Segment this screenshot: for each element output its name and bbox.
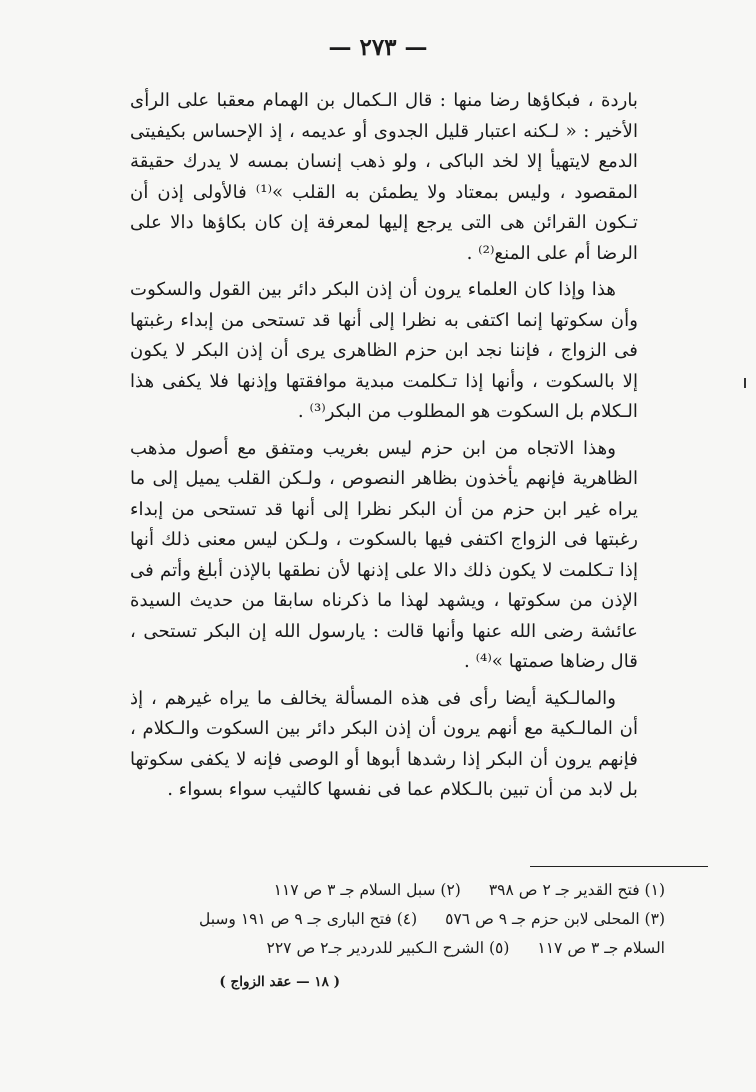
body-text [130,86,638,806]
footnote-5: (٥) الشرح الـكبير للدردير جـ٢ ص ٢٢٧ [266,939,510,957]
footnote-1: (١) فتح القدير جـ ٢ ص ٣٩٨ [488,881,665,899]
paragraph-1: باردة ، فبكاؤها رضا منها : قال الـكمال بن الهمام معقبا على الرأى الأخير : « لـكنه اعتبار قليل الجدوى أو عديمه ، إذ الإحساس بكيفيتى الدمع لايتهيأ إلا لخد الباكى ، ولو ذهب إنسان بمسه لا يدرك حقيقة المقصود ، وليس بمعتاد ولا يطمئن به القلب »⁽¹⁾ فالأولى إذن أن تـكون القرائن هى التى يرجع إليها لمعرفة إن كان بكاؤها دالا على الرضا أم على المنع⁽²⁾ . [130,90,638,264]
footnote-3: (٣) المحلى لابن حزم جـ ٩ ص ٥٧٦ [445,910,665,928]
footnotes [170,876,665,963]
footnote-4: (٤) فتح البارى جـ ٩ ص ١٩١ وسبل [199,910,418,928]
paragraph-2: هذا وإذا كان العلماء يرون أن إذن البكر دائر بين القول والسكوت وأن سكوتها إنما اكتفى به نظرا إلى أنها قد تستحى من إبداء رغبتها فى الزواج ، فإننا نجد ابن حزم الظاهرى يرى أن إذن البكر لا يكون إلا بالسكوت ، وأنها إذا تـكلمت مبدية موافقتها وإذنها فلا يكفى هذا الـكلام بل السكوت هو المطلوب من البكر⁽³⁾ . [130,279,638,422]
paragraph-3: وهذا الاتجاه من ابن حزم ليس بغريب ومتفق مع أصول مذهب الظاهرية فإنهم يأخذون بظاهر النصوص ، ولـكن القلب يميل إلى ما يراه غير ابن حزم من أن البكر نظرا إلى أنها قد تستحى من إبداء رغبتها فى الزواج اكتفى فيها بالسكوت ، ولـكن ليس معنى ذلك أنها إذا تـكلمت لا يكون ذلك دالا على إذنها لأن نطقها بالإذن أبلغ وأتم فى الإذن من سكوتها ، ويشهد لهذا ما ذكرناه سابقا من حديث السيدة عائشة رضى الله عنها وأنها قالت : يارسول الله إن البكر تستحى ، قال رضاها صمتها »⁽⁴⁾ . [130,437,638,672]
footnote-divider [530,866,708,867]
footnote-line [170,905,665,934]
footnote-line [170,934,665,963]
page-number: — ٢٧٣ — [328,34,428,61]
margin-mark [744,378,746,388]
signature-mark: ( ١٨ — عقد الزواج ) [219,974,340,990]
paragraph-4: والمالـكية أيضا رأى فى هذه المسألة يخالف ما يراه غيرهم ، إذ أن المالـكية مع أنهم يرون أن إذن البكر دائر بين السكوت والـكلام ، فإنهم يرون أن البكر إذا رشدها أبوها أو الوصى فإنه لا يكفى سكوتها بل لابد من أن تبين بالـكلام عما فى نفسها كالثيب سواء بسواء . [130,687,638,800]
footnote-2: (٢) سبل السلام جـ ٣ ص ١١٧ [273,881,461,899]
footnote-4-continued: السلام جـ ٣ ص ١١٧ [537,939,665,957]
footnote-line [170,876,665,905]
